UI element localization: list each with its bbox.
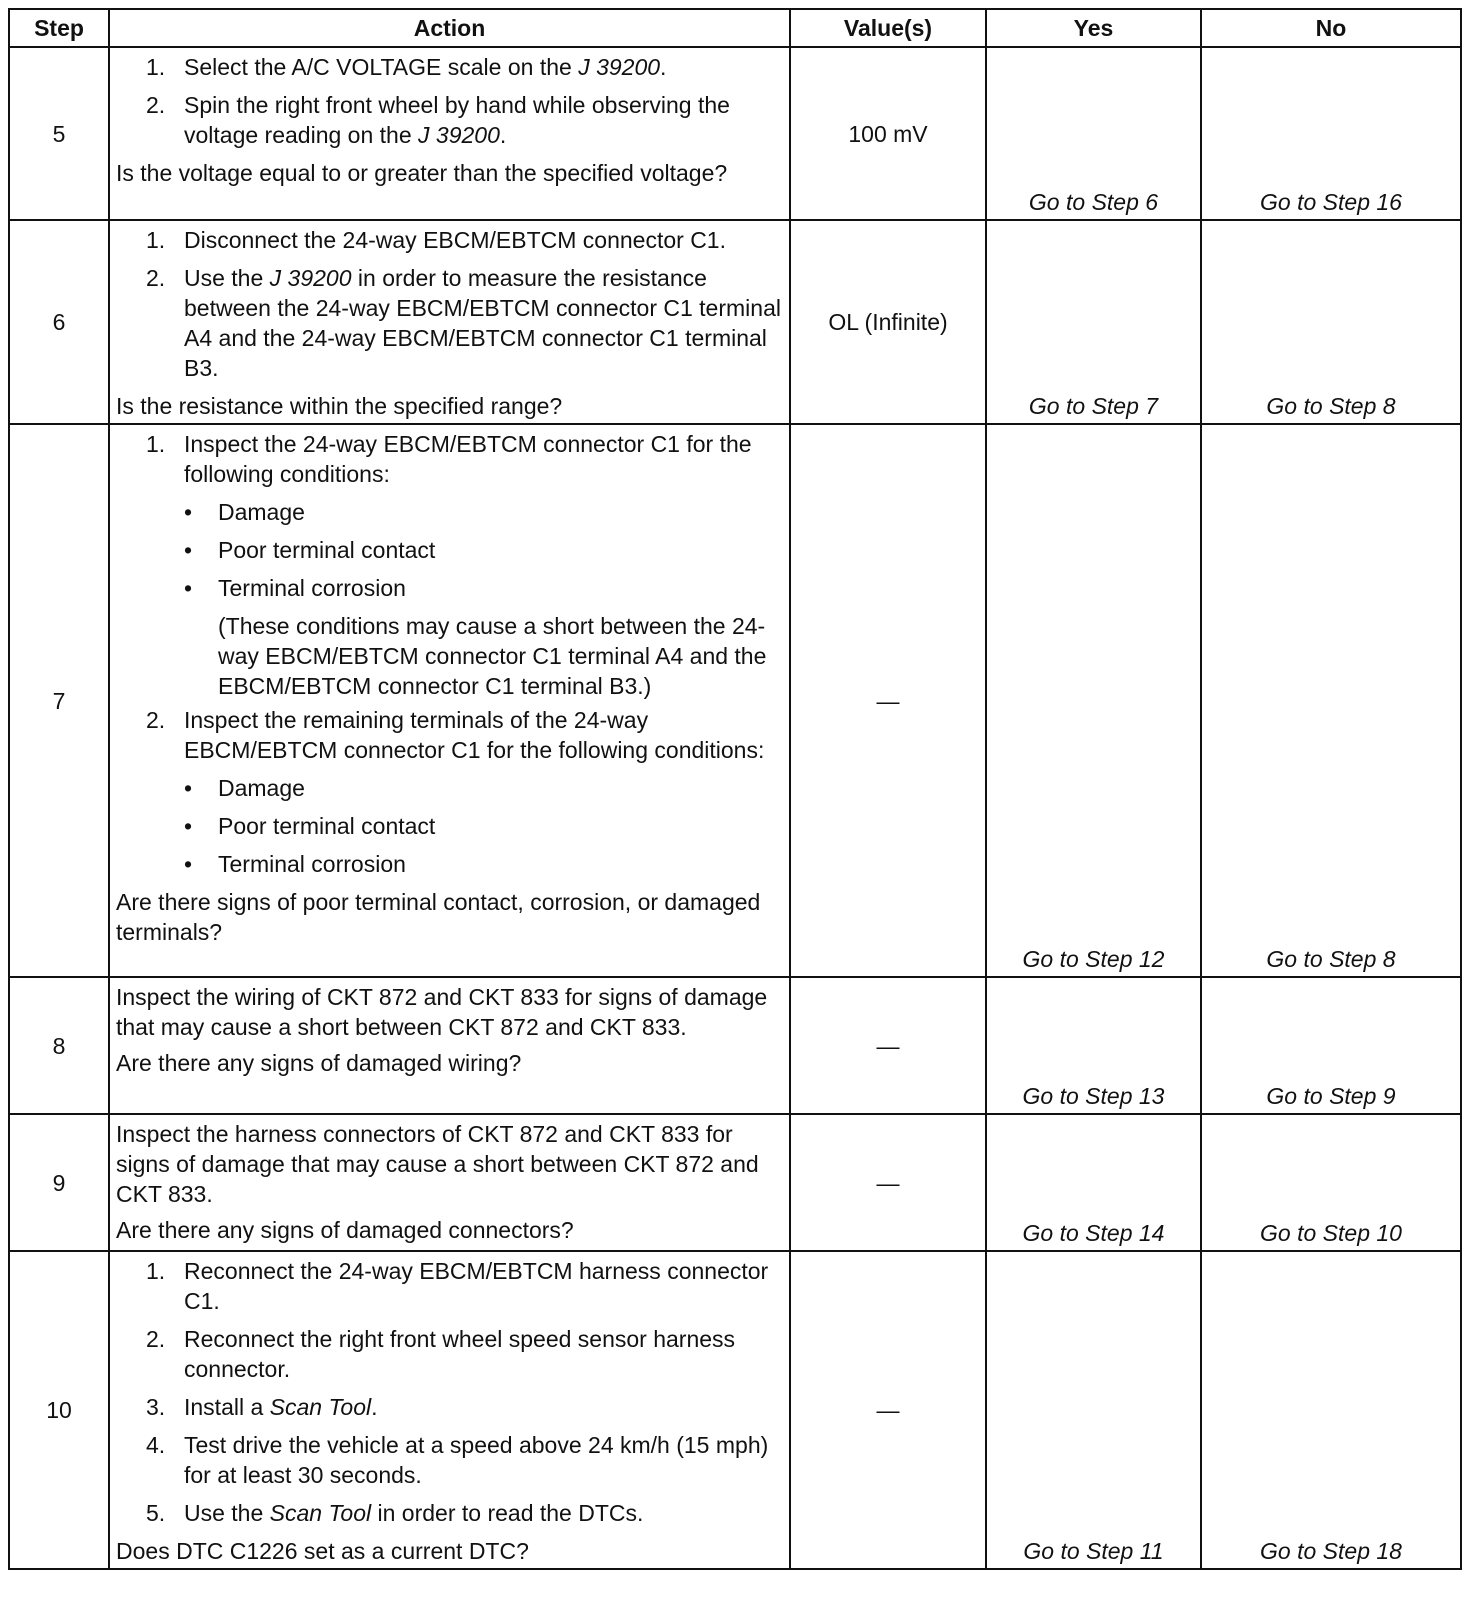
action-cell xyxy=(109,220,790,424)
action-question: Does DTC C1226 set as a current DTC? xyxy=(116,1538,529,1564)
header-values: Value(s) xyxy=(790,9,986,47)
yes-cell: Go to Step 14 xyxy=(986,1114,1201,1251)
diagnostic-table-page xyxy=(8,8,1464,1570)
action-cell xyxy=(109,977,790,1114)
no-cell: Go to Step 16 xyxy=(1201,47,1461,220)
bullet-item: • Damage xyxy=(184,499,305,525)
no-cell: Go to Step 18 xyxy=(1201,1251,1461,1569)
value-cell: 100 mV xyxy=(790,47,986,220)
value-cell: — xyxy=(790,977,986,1114)
action-cell xyxy=(109,1114,790,1251)
action-item: 1. Select the A/C VOLTAGE scale on the J 39200. xyxy=(146,54,667,80)
step-number: 6 xyxy=(9,220,109,424)
value-cell: — xyxy=(790,1114,986,1251)
action-question: Are there any signs of damaged wiring? xyxy=(116,1050,522,1076)
bullet-item: • Poor terminal contact xyxy=(184,813,436,839)
action-item: 1. Disconnect the 24-way EBCM/EBTCM connector C1. xyxy=(146,227,726,253)
step-number: 9 xyxy=(9,1114,109,1251)
header-action: Action xyxy=(109,9,790,47)
action-item: 2. Spin the right front wheel by hand while observing the voltage reading on the J 39200. xyxy=(146,92,730,148)
table-row-step-7 xyxy=(9,424,1461,977)
header-yes: Yes xyxy=(986,9,1201,47)
action-question: Is the voltage equal to or greater than the specified voltage? xyxy=(116,160,728,186)
step-number: 10 xyxy=(9,1251,109,1569)
conditions-note: (These conditions may cause a short between the 24-way EBCM/EBTCM connector C1 terminal A4 and the EBCM/EBTCM connector C1 terminal B3.) xyxy=(218,613,767,699)
bullet-item: • Terminal corrosion xyxy=(184,851,406,877)
action-question: Are there any signs of damaged connectors? xyxy=(116,1217,574,1243)
action-item: 3. Install a Scan Tool. xyxy=(146,1394,378,1420)
table-row-step-10 xyxy=(9,1251,1461,1569)
step-number: 7 xyxy=(9,424,109,977)
header-row xyxy=(9,9,1461,47)
header-step: Step xyxy=(9,9,109,47)
yes-cell: Go to Step 12 xyxy=(986,424,1201,977)
table-row-step-9 xyxy=(9,1114,1461,1251)
value-cell: OL (Infinite) xyxy=(790,220,986,424)
action-question: Are there signs of poor terminal contact, corrosion, or damaged terminals? xyxy=(116,889,761,945)
action-item: 1. Inspect the 24-way EBCM/EBTCM connector C1 for the following conditions: xyxy=(146,431,752,487)
no-cell: Go to Step 8 xyxy=(1201,424,1461,977)
action-item: 2. Reconnect the right front wheel speed sensor harness connector. xyxy=(146,1326,736,1382)
step-number: 5 xyxy=(9,47,109,220)
action-item: 1. Reconnect the 24-way EBCM/EBTCM harness connector C1. xyxy=(146,1258,769,1314)
action-text: Inspect the harness connectors of CKT 872 and CKT 833 for signs of damage that may cause a short between CKT 872 and CKT 833. xyxy=(116,1121,759,1207)
step-number: 8 xyxy=(9,977,109,1114)
diagnostic-table xyxy=(8,8,1462,1570)
action-question: Is the resistance within the specified range? xyxy=(116,393,563,419)
no-cell: Go to Step 8 xyxy=(1201,220,1461,424)
yes-cell: Go to Step 13 xyxy=(986,977,1201,1114)
action-item: 2. Use the J 39200 in order to measure the resistance between the 24-way EBCM/EBTCM connector C1 terminal A4 and the 24-way EBCM/EBTCM connector C1 terminal B3. xyxy=(146,265,781,381)
yes-cell: Go to Step 11 xyxy=(986,1251,1201,1569)
no-cell: Go to Step 9 xyxy=(1201,977,1461,1114)
action-text: Inspect the wiring of CKT 872 and CKT 833 for signs of damage that may cause a short between CKT 872 and CKT 833. xyxy=(116,984,768,1040)
header-no: No xyxy=(1201,9,1461,47)
value-cell: — xyxy=(790,424,986,977)
action-cell xyxy=(109,47,790,220)
table-row-step-5 xyxy=(9,47,1461,220)
value-cell: — xyxy=(790,1251,986,1569)
yes-cell: Go to Step 7 xyxy=(986,220,1201,424)
action-cell xyxy=(109,1251,790,1569)
bullet-item: • Terminal corrosion xyxy=(184,575,406,601)
bullet-item: • Poor terminal contact xyxy=(184,537,436,563)
action-item: 4. Test drive the vehicle at a speed above 24 km/h (15 mph) for at least 30 seconds. xyxy=(146,1432,769,1488)
action-cell xyxy=(109,424,790,977)
table-row-step-8 xyxy=(9,977,1461,1114)
yes-cell: Go to Step 6 xyxy=(986,47,1201,220)
no-cell: Go to Step 10 xyxy=(1201,1114,1461,1251)
bullet-item: • Damage xyxy=(184,775,305,801)
action-item: 2. Inspect the remaining terminals of the 24-way EBCM/EBTCM connector C1 for the following conditions: xyxy=(146,707,765,763)
action-item: 5. Use the Scan Tool in order to read the DTCs. xyxy=(146,1500,644,1526)
table-row-step-6 xyxy=(9,220,1461,424)
